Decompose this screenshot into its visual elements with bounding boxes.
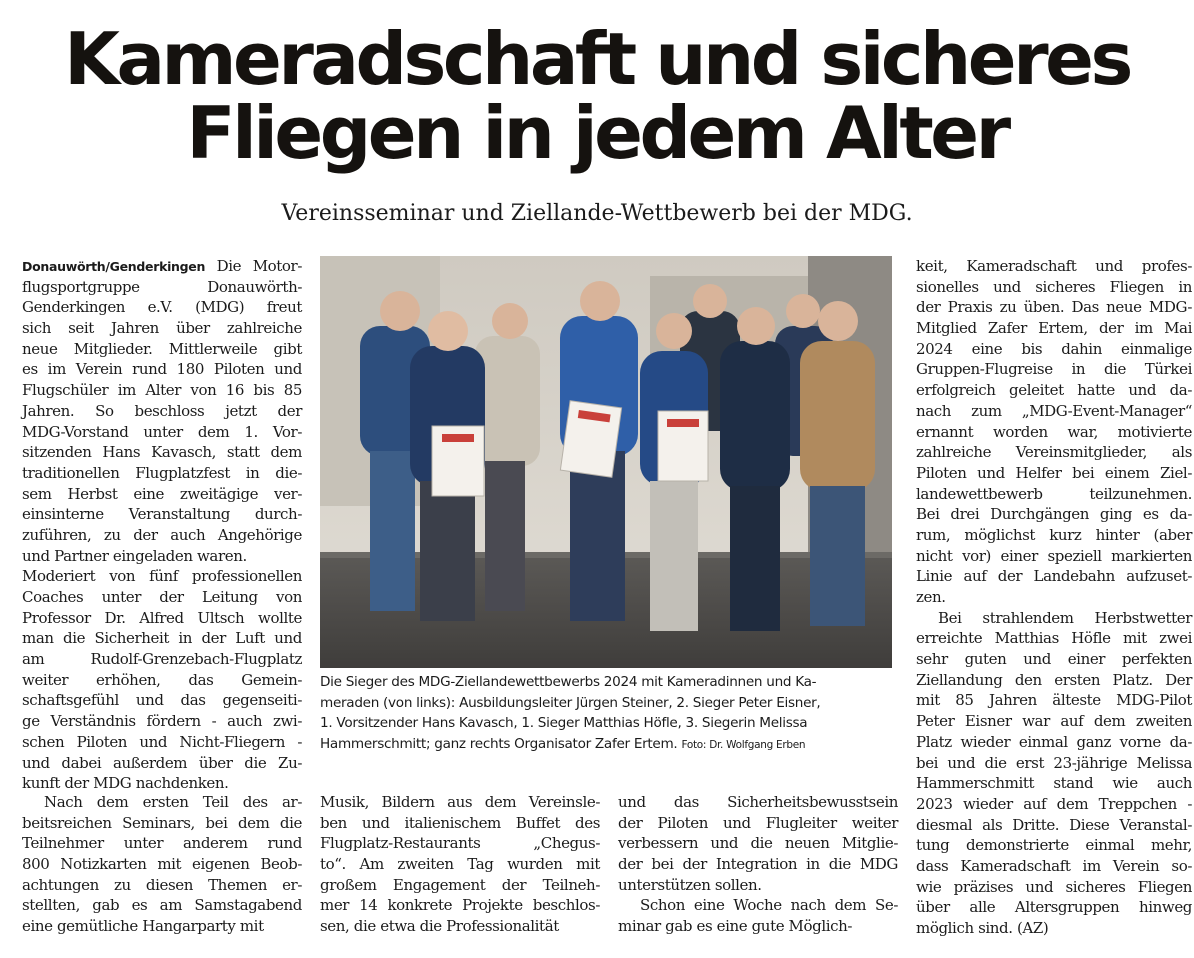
text-line: 2023 wieder auf dem Treppchen - bbox=[916, 794, 1192, 813]
text-line: verbessern und die neuen Mitglie- bbox=[618, 834, 898, 853]
text-line: minar gab es eine gute Möglich- bbox=[618, 917, 853, 936]
text-line: MDG-Vorstand unter dem 1. Vor- bbox=[22, 422, 302, 441]
text-line: weiter erhöhen, das Gemein- bbox=[22, 670, 302, 689]
text-line: Ziellandung den ersten Platz. Der bbox=[916, 670, 1192, 689]
article-column-3-bottom bbox=[618, 792, 898, 937]
text-line: diesmal als Dritte. Diese Veranstal- bbox=[916, 815, 1192, 834]
text-line: man die Sicherheit in der Luft und bbox=[22, 629, 302, 648]
text-line: es im Verein rund 180 Piloten und bbox=[22, 360, 302, 379]
caption-line bbox=[320, 734, 892, 755]
text-line: schen Piloten und Nicht-Fliegern - bbox=[22, 732, 302, 751]
text-line: landewettbewerb teilzunehmen. bbox=[916, 484, 1192, 503]
text-line: zen. bbox=[916, 588, 946, 606]
text-line: Coaches unter der Leitung von bbox=[22, 588, 302, 606]
text-line: 800 Notizkarten mit eigenen Beob- bbox=[22, 855, 302, 874]
text-line: und dabei außerdem über die Zu- bbox=[22, 753, 302, 772]
text-line: keit, Kameradschaft und profes- bbox=[916, 257, 1192, 275]
text-line: wie präzises und sicheres Fliegen bbox=[916, 877, 1192, 896]
text-line: eine gemütliche Hangarparty mit bbox=[22, 917, 264, 936]
text-line: Peter Eisner war auf dem zweiten bbox=[916, 712, 1192, 731]
text-line: dass Kameradschaft im Verein so- bbox=[916, 856, 1192, 875]
text-line: Bei strahlendem Herbstwetter bbox=[938, 608, 1192, 627]
text-line: Mitglied Zafer Ertem, der im Mai bbox=[916, 319, 1192, 338]
text-line: rum, möglichst kurz hinter (aber bbox=[916, 525, 1192, 544]
text-line: sen, die etwa die Professionalität bbox=[320, 917, 559, 936]
text-line: Piloten und Helfer bei einem Ziel- bbox=[916, 463, 1192, 482]
article-column-2-bottom bbox=[320, 792, 600, 937]
photo-credit: Foto: Dr. Wolfgang Erben bbox=[681, 738, 806, 751]
caption-line-text: Hammerschmitt; ganz rechts Organisator Zafer Ertem. bbox=[320, 735, 678, 752]
text-line: to“. Am zweiten Tag wurden mit bbox=[320, 855, 600, 874]
text-line: über alle Altersgruppen hinweg bbox=[916, 898, 1192, 917]
text-line: mit 85 Jahren älteste MDG-Pilot bbox=[916, 691, 1192, 710]
text-line: Musik, Bildern aus dem Vereinsle- bbox=[320, 793, 600, 811]
text-line: Flugplatz-Restaurants „Chegus- bbox=[320, 834, 600, 853]
text-line: 2024 eine bis dahin einmalige bbox=[916, 339, 1192, 358]
text-line: der Piloten und Flugleiter weiter bbox=[618, 813, 898, 832]
text-line: Hammerschmitt stand wie auch bbox=[916, 774, 1192, 793]
text-line: Flugschüler im Alter von 16 bis 85 bbox=[22, 381, 302, 400]
text-line: zahlreiche Vereinsmitglieder, als bbox=[916, 443, 1192, 462]
headline bbox=[0, 17, 1194, 175]
text-line: achtungen zu diesen Themen er- bbox=[22, 875, 302, 894]
text-line: unterstützen sollen. bbox=[618, 875, 762, 894]
text-line: sitzenden Hans Kavasch, statt dem bbox=[22, 443, 302, 462]
group-photo bbox=[320, 256, 892, 668]
text-line: neue Mitglieder. Mittlerweile gibt bbox=[22, 339, 302, 358]
text-line: mer 14 konkrete Projekte beschlos- bbox=[320, 896, 600, 915]
caption-line: meraden (von links): Ausbildungsleiter Jürgen Steiner, 2. Sieger Peter Eisner, bbox=[320, 694, 821, 711]
text-line: und das Sicherheitsbewusstsein bbox=[618, 793, 898, 811]
text-line: Moderiert von fünf professionellen bbox=[22, 567, 302, 586]
text-line: Nach dem ersten Teil des ar- bbox=[44, 793, 302, 811]
text-line: flugsportgruppe Donauwörth- bbox=[22, 277, 302, 296]
caption-line: Die Sieger des MDG-Ziellandewettbewerbs 2024 mit Kameradinnen und Ka- bbox=[320, 674, 817, 690]
text-line: sehr guten und einer perfekten bbox=[916, 650, 1192, 669]
text-line: Genderkingen e.V. (MDG) freut bbox=[22, 298, 302, 317]
text-line: am Rudolf-Grenzebach-Flugplatz bbox=[22, 650, 302, 669]
text-line: ernannt worden war, motivierte bbox=[916, 422, 1192, 441]
text-line: bei und die erst 23-jährige Melissa bbox=[916, 753, 1192, 772]
text-line: erfolgreich geleitet hatte und da- bbox=[916, 381, 1192, 400]
caption-line: 1. Vorsitzender Hans Kavasch, 1. Sieger Matthias Höfle, 3. Siegerin Melissa bbox=[320, 715, 808, 731]
text-line: großem Engagement der Teilneh- bbox=[320, 875, 600, 894]
text-line: möglich sind. (AZ) bbox=[916, 919, 1049, 937]
headline-line-1: Kameradschaft und sicheres bbox=[64, 17, 1130, 101]
text-line: beitsreichen Seminars, bei dem die bbox=[22, 813, 302, 832]
text-line: schaftsgefühl und das gegenseiti- bbox=[22, 691, 302, 710]
text-line: Jahren. So beschloss jetzt der bbox=[22, 401, 302, 420]
article-column-1-bottom bbox=[22, 792, 302, 937]
text-line: erreichte Matthias Höfle mit zwei bbox=[916, 629, 1192, 648]
text-line: sich seit Jahren über zahlreiche bbox=[22, 319, 302, 338]
text-line: und Partner eingeladen waren. bbox=[22, 546, 247, 565]
dateline: Donauwörth/Genderkingen bbox=[22, 259, 206, 274]
text-line: Bei drei Durchgängen ging es da- bbox=[916, 505, 1192, 524]
group-photo-illustration bbox=[320, 256, 892, 668]
text-line bbox=[22, 256, 302, 277]
text-line: tung demonstrierte einmal mehr, bbox=[916, 836, 1192, 855]
text-line: der Praxis zu üben. Das neue MDG- bbox=[916, 298, 1192, 317]
text-line: sionelles und sicheres Fliegen in bbox=[916, 277, 1192, 296]
text-line: nach zum „MDG-Event-Manager“ bbox=[916, 401, 1192, 420]
text-line: Schon eine Woche nach dem Se- bbox=[640, 896, 898, 915]
text-line: der bei der Integration in die MDG bbox=[618, 855, 898, 874]
text-line: ge Verständnis fördern - auch zwi- bbox=[22, 712, 302, 731]
photo-caption bbox=[320, 672, 892, 754]
text-line: einsinterne Veranstaltung durch- bbox=[22, 505, 302, 524]
text-line: Teilnehmer unter anderem rund bbox=[22, 834, 302, 853]
text-line-fragment: Die Motor- bbox=[216, 257, 302, 275]
text-line: traditionellen Flugplatzfest in die- bbox=[22, 463, 302, 482]
text-line: ben und italienischem Buffet des bbox=[320, 813, 600, 832]
text-line: kunft der MDG nachdenken. bbox=[22, 774, 229, 793]
text-line: Professor Dr. Alfred Ultsch wollte bbox=[22, 608, 302, 627]
text-line: nicht vor) einer speziell markierten bbox=[916, 546, 1192, 565]
article-column-1 bbox=[22, 256, 302, 794]
text-line: zuführen, zu der auch Angehörige bbox=[22, 525, 302, 544]
article-column-4 bbox=[916, 256, 1192, 939]
text-line: Platz wieder einmal ganz vorne da- bbox=[916, 732, 1192, 751]
headline-line-2: Fliegen in jedem Alter bbox=[186, 91, 1008, 175]
text-line: stellten, gab es am Samstagabend bbox=[22, 896, 302, 915]
subtitle: Vereinsseminar und Ziellande-Wettbewerb bei der MDG. bbox=[281, 201, 913, 226]
text-line: sem Herbst eine zweitägige ver- bbox=[22, 484, 302, 503]
text-line: Linie auf der Landebahn aufzuset- bbox=[916, 567, 1192, 586]
text-line: Gruppen-Flugreise in die Türkei bbox=[916, 360, 1192, 379]
